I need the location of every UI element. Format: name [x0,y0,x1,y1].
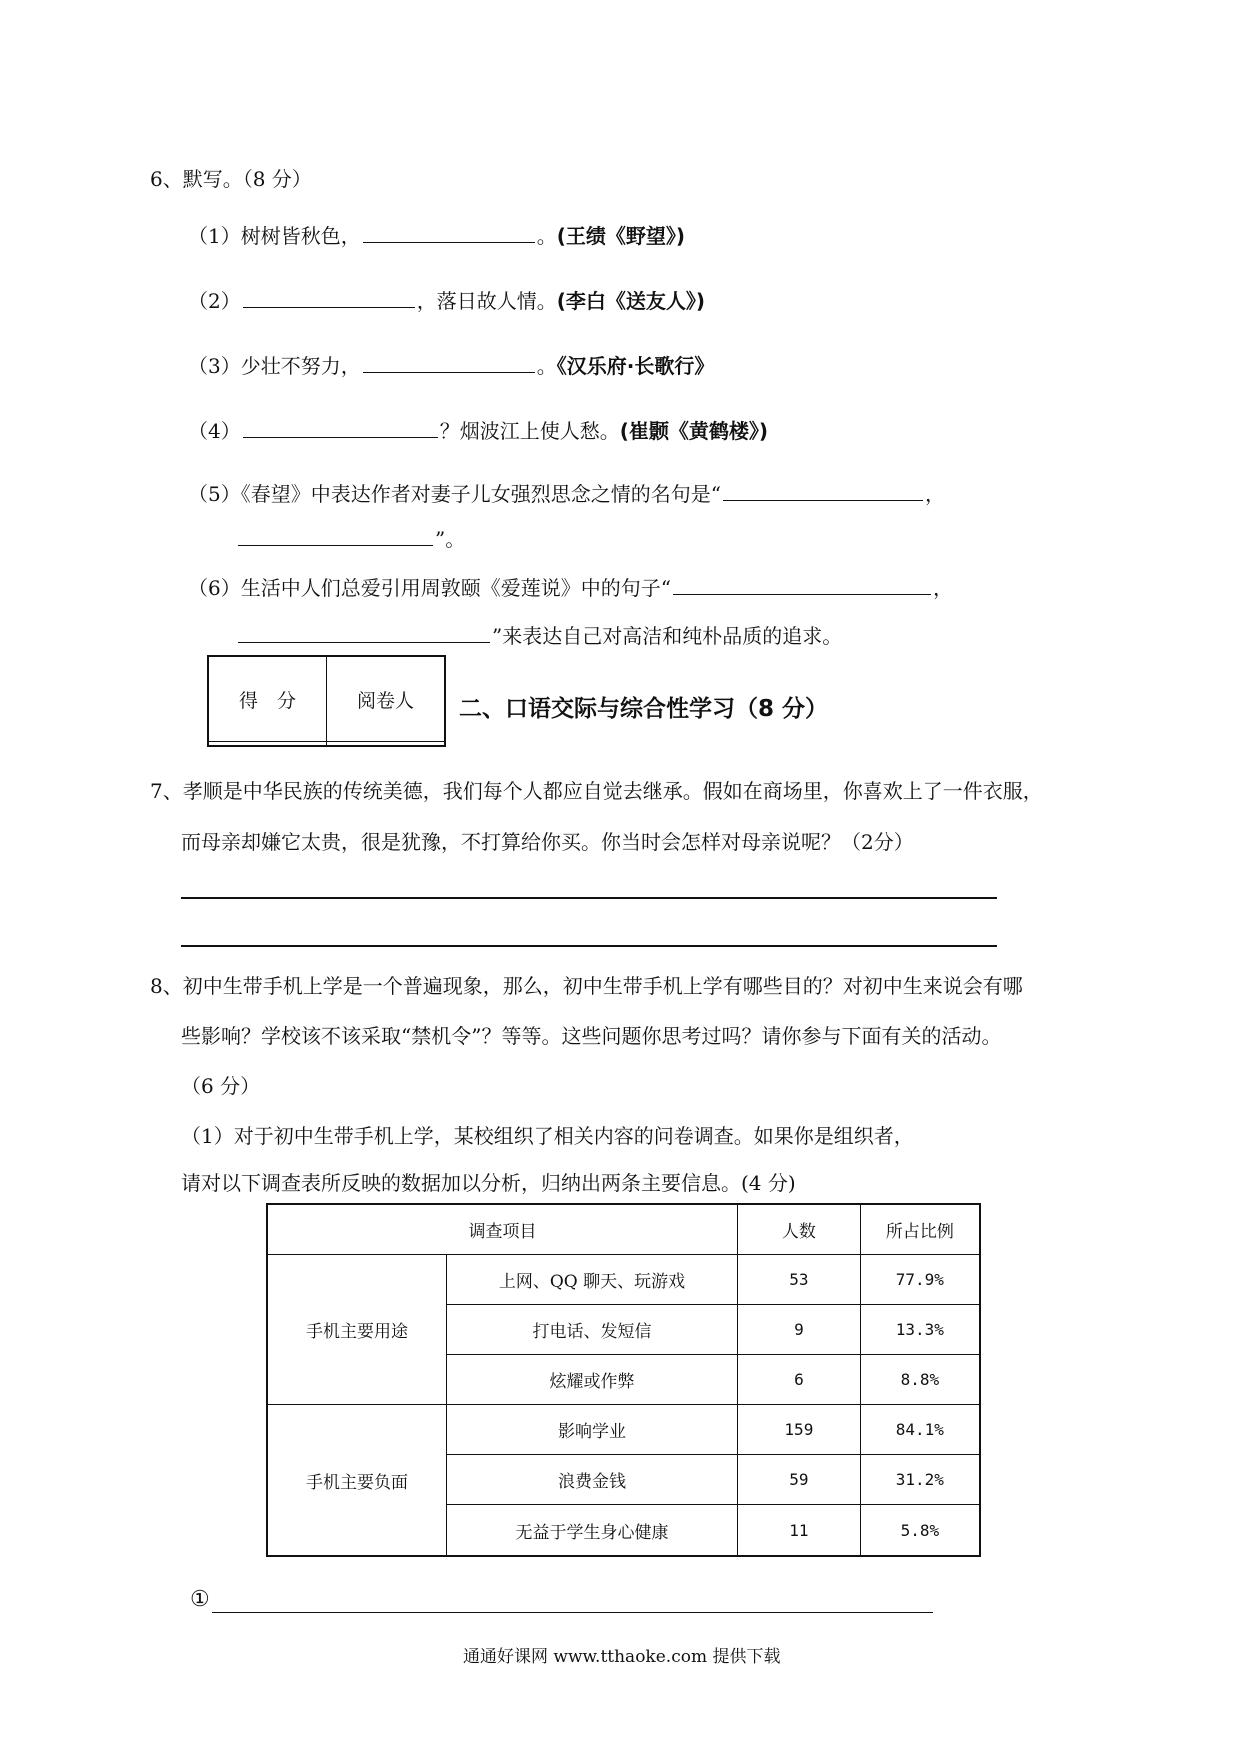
item-end: ”来表达自己对高洁和纯朴品质的追求。 [492,624,843,648]
item-source: (王绩《野望》) [556,224,686,248]
score-box [207,655,446,747]
header-ratio: 所占比例 [860,1204,980,1255]
row-item: 炫耀或作弊 [446,1355,737,1405]
row-ratio: 77.9% [860,1255,980,1305]
item-suffix: ，落日故人情。 [416,289,557,313]
row-count: 59 [738,1455,861,1505]
answer-blank[interactable] [243,415,438,438]
q6-item-3 [188,350,714,379]
grader-cell[interactable] [327,742,446,747]
row-count: 11 [738,1505,861,1556]
answer-blank[interactable] [238,523,433,546]
item-source: (崔颢《黄鹤楼》) [619,419,769,443]
q7-line-2: 而母亲却嫌它太贵，很是犹豫，不打算给你买。你当时会怎样对母亲说呢？（2分） [181,830,914,854]
item-prefix: （3）少壮不努力， [188,354,361,378]
header-item: 调查项目 [267,1204,738,1255]
answer-blank[interactable] [723,478,923,501]
item-prefix: （4） [188,419,241,443]
q6-item-6-cont [236,620,842,649]
item-source: 《汉乐府·长歌行》 [556,354,715,378]
grader-label: 阅卷人 [327,656,446,742]
q8-sub1-line-2: 请对以下调查表所反映的数据加以分析，归纳出两条主要信息。(4 分) [181,1171,796,1195]
item-suffix: 。 [536,354,557,378]
item-text: （6）生活中人们总爱引用周敦颐《爱莲说》中的句子“ [188,576,671,600]
page-footer: 通通好课网 www.tthaoke.com 提供下载 [463,1647,781,1667]
q6-item-6 [188,572,953,601]
answer-blank[interactable] [243,285,415,308]
q6-item-2 [188,285,705,314]
item-suffix: 。 [536,224,557,248]
q8-line-1: 8、初中生带手机上学是一个普遍现象，那么，初中生带手机上学有哪些目的？对初中生来说会有哪 [150,974,1023,998]
q6-item-1 [188,220,685,249]
row-item: 影响学业 [446,1405,737,1455]
item-prefix: （2） [188,289,241,313]
answer-marker-1: ① [190,1587,210,1612]
table-row [267,1255,980,1305]
score-label: 得 分 [208,656,327,742]
q6-item-5-cont [236,523,465,552]
q6-item-4 [188,415,768,444]
item-comma: ， [924,482,945,506]
answer-line-1[interactable] [212,1612,933,1613]
table-row [267,1405,980,1455]
row-ratio: 84.1% [860,1405,980,1455]
row-ratio: 31.2% [860,1455,980,1505]
row-count: 53 [738,1255,861,1305]
item-end: ”。 [435,527,466,551]
row-count: 159 [738,1405,861,1455]
answer-blank[interactable] [363,220,535,243]
group-name: 手机主要用途 [267,1255,446,1405]
q6-heading: 6、默写。（8 分） [150,167,312,191]
q8-line-3: （6 分） [181,1074,261,1098]
row-count: 6 [738,1355,861,1405]
row-ratio: 5.8% [860,1505,980,1556]
header-count: 人数 [738,1204,861,1255]
q6-item-5 [188,478,945,507]
answer-blank[interactable] [238,620,490,643]
table-header-row [267,1204,980,1255]
q7-answer-line-2[interactable] [181,945,997,947]
q8-line-2: 些影响？学校该不该采取“禁机令”？等等。这些问题你思考过吗？请你参与下面有关的活动。 [181,1024,1002,1048]
item-text: （5）《春望》中表达作者对妻子儿女强烈思念之情的名句是“ [188,482,721,506]
row-item: 上网、QQ 聊天、玩游戏 [446,1255,737,1305]
row-item: 浪费金钱 [446,1455,737,1505]
row-item: 无益于学生身心健康 [446,1505,737,1556]
group-name: 手机主要负面 [267,1405,446,1556]
item-comma: ， [932,576,953,600]
answer-blank[interactable] [363,350,535,373]
row-ratio: 13.3% [860,1305,980,1355]
row-count: 9 [738,1305,861,1355]
section-2-title: 二、口语交际与综合性学习（8 分） [459,696,829,722]
survey-table [266,1203,981,1557]
answer-blank[interactable] [673,572,931,595]
q7-line-1: 7、孝顺是中华民族的传统美德，我们每个人都应自觉去继承。假如在商场里，你喜欢上了一件衣服， [150,779,1043,803]
item-prefix: （1）树树皆秋色， [188,224,361,248]
row-ratio: 8.8% [860,1355,980,1405]
q7-answer-line-1[interactable] [181,897,997,899]
score-cell[interactable] [208,742,327,747]
item-source: (李白《送友人》) [556,289,706,313]
q8-sub1-line-1: （1）对于初中生带手机上学，某校组织了相关内容的问卷调查。如果你是组织者， [181,1124,914,1148]
row-item: 打电话、发短信 [446,1305,737,1355]
item-suffix: ？烟波江上使人愁。 [439,419,620,443]
